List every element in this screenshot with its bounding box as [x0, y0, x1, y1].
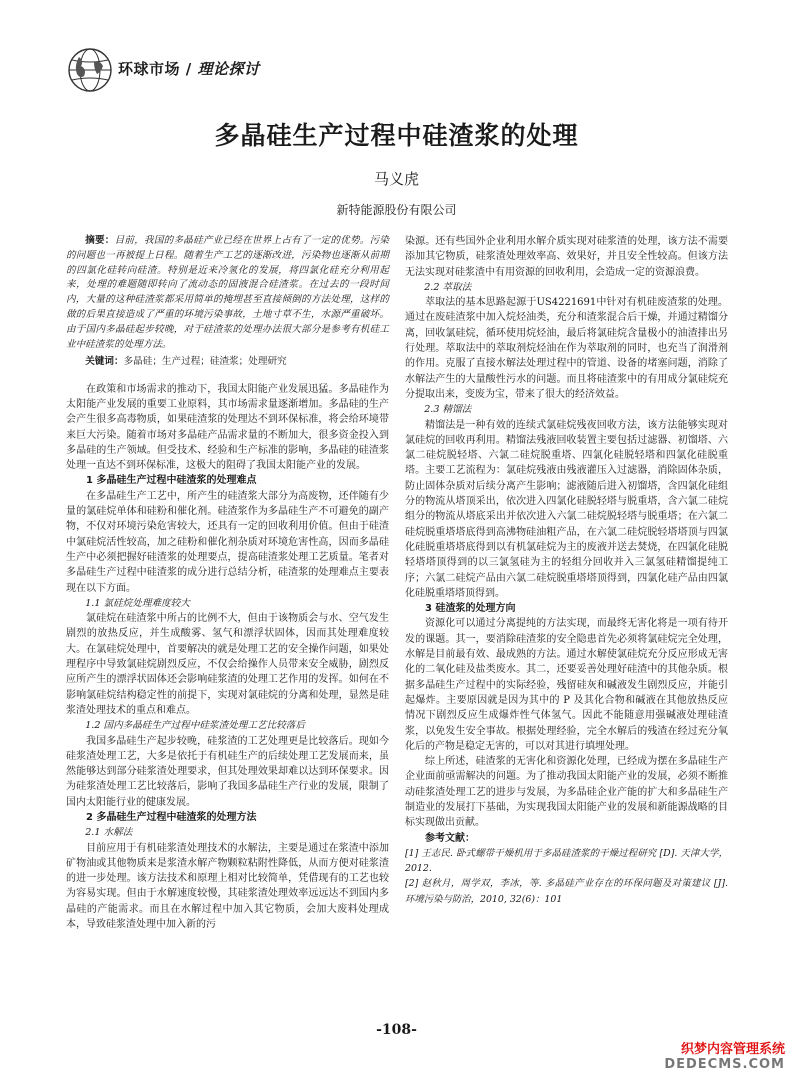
body-paragraph: 精馏法是一种有效的连续式氯硅烷残夜回收方法，该方法能够实现对氯硅烷的回收再利用。精馏法残液回收装置主要包括过滤器、初馏塔、六氯二硅烷脱轻塔、六氯二硅烷脱重塔、四氯化硅脱轻塔和四氯化硅脱重塔。主要工艺流程为：氯硅烷残液由残液灌压入过滤器，消除固体杂质，防止固体杂质对后续分离产生影响；滤液随后进入初馏塔，含四氯化硅组分的物流从塔顶采出，依次进入四氯化硅脱轻塔与脱重塔，含六氯二硅烷组分的物流从塔底采出并依次进入六氯二硅烷脱轻塔与脱重塔；在六氯二硅烷脱重塔塔底得到高沸物硅油粗产品，在六氯二硅烷脱轻塔塔顶与四氯化硅脱重塔塔底得到以有机氯硅烷为主的废液并送去焚烧，在四氯化硅脱轻塔塔顶得到的以三氯氢硅为主的轻组分回收并入三氯氢硅精馏提纯工序；六氯二硅烷产品由六氯二硅烷脱重塔塔顶得到，四氯化硅产品由四氯化硅脱重塔塔顶得到。 — [405, 419, 728, 599]
intro-paragraph: 在政策和市场需求的推动下，我国太阳能产业发展迅猛。多晶硅作为太阳能产业发展的重要工业原料，其市场需求量逐渐增加。多晶硅的生产会产生很多高毒物质，如果硅渣浆的处理达不到环保标准，将会给环境带来巨大污染。随着市场对多晶硅产品需求量的不断加大，很多资金投入到多晶硅的生产领域。但受技术、经验和生产标准的影响，多晶硅的硅渣浆处理一直达不到环保标准，这极大的阻碍了我国太阳能产业的发展。 — [66, 383, 389, 472]
reference-item: [1] 王志民. 卧式螺带干燥机用于多晶硅渣浆的干燥过程研究 [D]. 天津大学，2012. — [405, 847, 728, 875]
page-number: -108- — [376, 1022, 417, 1038]
journal-section: 理论探讨 — [197, 60, 260, 78]
body-paragraph: 氯硅烷在硅渣浆中所占的比例不大，但由于该物质会与水、空气发生剧烈的放热反应，并生成酸雾、氢气和漂浮状固体，因而其处理难度较大。在氯硅烷处理中，首要解决的就是处理工艺的安全操作问题，如果处理程序中导致氯硅烷剧烈反应，不仅会给操作人员带来安全威胁，剧烈反应所产生的漂浮状固体还会影响硅浆渣的处理工艺作用的发挥。如何在不影响氯硅烷结构稳定性的前提下，实现对氯硅烷的分离和处理，显然是硅浆渣处理技术的重点和难点。 — [66, 613, 389, 716]
subsection-heading: 2.3 精馏法 — [424, 404, 472, 416]
paper-title: 多晶硅生产过程中硅渣浆的处理 — [214, 121, 579, 150]
keywords-label: 关键词： — [85, 356, 124, 368]
body-paragraph: 染源。还有些国外企业利用水解介质实现对硅浆渣的处理，该方法不需要添加其它物质，硅浆渣处理效率高、效果好，并且安全性较高。但该方法无法实现对硅浆渣中有用资源的回收利用，会造成一定的资源浪费。 — [405, 236, 728, 278]
abstract-label: 摘要： — [85, 235, 115, 246]
body-paragraph: 我国多晶硅生产起步较晚，硅浆渣的工艺处理更是比较落后。现如今硅浆渣处理工艺，大多是依托于有机硅生产的后续处理工艺发展而来，虽然能够达到部分硅浆渣处理要求，但其处理效果却难以达到环保要求。因为硅浆渣处理工艺比较落后，影响了我国多晶硅生产行业的发展，限制了国内太阳能行业的健康发展。 — [66, 735, 389, 808]
subsection-heading: 1.2 国内多晶硅生产过程中硅浆渣处理工艺比较落后 — [85, 720, 305, 732]
abstract-text: 目前，我国的多晶硅产业已经在世界上占有了一定的优势。污染的问题也一再被提上日程。随着生产工艺的逐渐改进，污染物也逐渐从前期的四氯化硅转向硅渣。特别是近来冷氢化的发展，将四氯化硅充分利用起来，处理的难题随即转向了流动态的固液混合硅渣浆。在过去的一段时间内，大量的这种硅渣浆都采用简单的掩埋甚至直接倾倒的方法处理，这样的做的后果直接造成了严重的环境污染事故，土地寸草不生，水源严重破坏。由于国内多晶硅起步较晚，对于硅渣浆的处理办法很大部分是参考有机硅工业中硅渣浆的处理方法。 — [66, 235, 389, 350]
references-heading: 参考文献： — [425, 832, 475, 844]
keywords-text: 多晶硅；生产过程；硅渣浆；处理研究 — [123, 356, 287, 368]
body-paragraph: 在多晶硅生产工艺中，所产生的硅渣浆大部分为高废物，还伴随有少量的氯硅烷单体和硅粉和催化剂。硅渣浆作为多晶硅生产不可避免的副产物，不仅对环境污染危害较大，还具有一定的回收利用价值。但由于硅渣中氯硅烷活性较高，加之硅粉和催化剂杂质对环境危害性高，因而多晶硅生产中必须把握好硅渣浆的处理要点，提高硅渣浆处理工艺质量。笔者对多晶硅生产过程中硅渣浆的成分进行总结分析，硅渣浆的处理难点主要表现在以下方面。 — [66, 490, 389, 594]
journal-title: 环球市场 — [118, 60, 181, 78]
body-paragraph: 资源化可以通过分离提纯的方法实现，而最终无害化将是一项有待开发的课题。其一，要消除硅渣浆的安全隐患首先必须将氯硅烷完全处理，水解是目前最有效、最成熟的方法。通过水解使氯硅烷充分反应形成无害化的二氧化硅及盐类废水。其二，还要妥善处理好硅渣中的其他杂质。根据多晶硅生产过程中的实际经验，残留硅灰和碱液发生剧烈反应，并能引起爆炸。主要原因就是因为其中的 P 及其化合物和碱液在其他放热反应情况下剧烈反应生成爆炸性气体氢气。因此不能随意用强碱液处理硅渣浆，以免发生安全事故。根据处理经验，完全水解后的残渣在经过充分氧化后的产物是稳定无害的，可以对其进行填埋处理。 — [405, 618, 728, 752]
keywords — [66, 354, 389, 369]
globe-icon — [66, 46, 114, 94]
subsection-heading: 2.2 萃取法 — [424, 281, 472, 293]
conclusion-paragraph: 综上所述，硅渣浆的无害化和资源化处理，已经成为摆在多晶硅生产企业面前亟需解决的问题。为了推动我国太阳能产业的发展，必须不断推动硅浆渣处理工艺的进步与发展，为多晶硅企业产能的扩大和多晶硅生产制造业的发展打下基础，为实现我国太阳能产业的发展和新能源战略的目标实现做出贡献。 — [405, 756, 728, 829]
paper-affiliation: 新特能源股份有限公司 — [336, 203, 457, 217]
paper-author: 马义虎 — [373, 170, 419, 188]
right-column — [405, 234, 728, 907]
reference-item: [2] 赵秋月，周学双，李冰，等. 多晶硅产业存在的环保问题及对策建议 [J]. 环境污染与防治，2010, 32(6)：101 — [405, 878, 728, 905]
watermark-line1: 织梦内容管理系统 — [680, 1042, 785, 1057]
abstract — [66, 234, 389, 352]
subsection-heading: 1.1 氯硅烷处理难度较大 — [85, 597, 190, 609]
body-paragraph: 目前应用于有机硅浆渣处理技术的水解法，主要是通过在浆渣中添加矿物油或其他物质来是浆渣水解产物颗粒粘附性降低，从而方便对硅浆渣的进一步处理。该方法技术和原理上相对比较简单，凭借现有的工艺也较为容易实现。但由于水解速度较慢，其硅浆渣处理效率远远达不到国内多晶硅的产能需求。而且在水解过程中加入其它物质，会加大废料处理成本，导致硅浆渣处理中加入新的污 — [66, 842, 389, 931]
journal-name: 环球市场 / 理论探讨 — [118, 60, 260, 78]
section-heading: 3 硅渣浆的处理方向 — [425, 603, 516, 615]
watermark — [664, 1042, 785, 1072]
watermark-line2: DEDECMS.COM — [664, 1057, 785, 1072]
section-heading: 2 多晶硅生产过程中硅渣浆的处理方法 — [86, 811, 257, 823]
section-heading: 1 多晶硅生产过程中硅渣浆的处理难点 — [86, 475, 257, 487]
body-paragraph: 萃取法的基本思路起源于US4221691中针对有机硅废渣浆的处理。通过在废硅渣浆中加入烷烃油类，充分和渣浆混合后干燥，并通过精馏分离，回收氯硅烷，循环使用烷烃油，最后将氯硅烷含量极小的油渣排出另行处理。萃取法中的萃取剂烷烃油在作为萃取剂的同时，也充当了润滑剂的作用。克服了直接水解法处理过程中的管道、设备的堵塞问题，消除了水解法产生的大量酸性污水的问题。而且将硅渣浆中的有用成分氯硅烷充分提取出来，变废为宝，带来了很大的经济效益。 — [405, 297, 728, 400]
journal-header — [66, 46, 766, 96]
subsection-heading: 2.1 水解法 — [85, 827, 133, 839]
left-column — [66, 234, 389, 932]
